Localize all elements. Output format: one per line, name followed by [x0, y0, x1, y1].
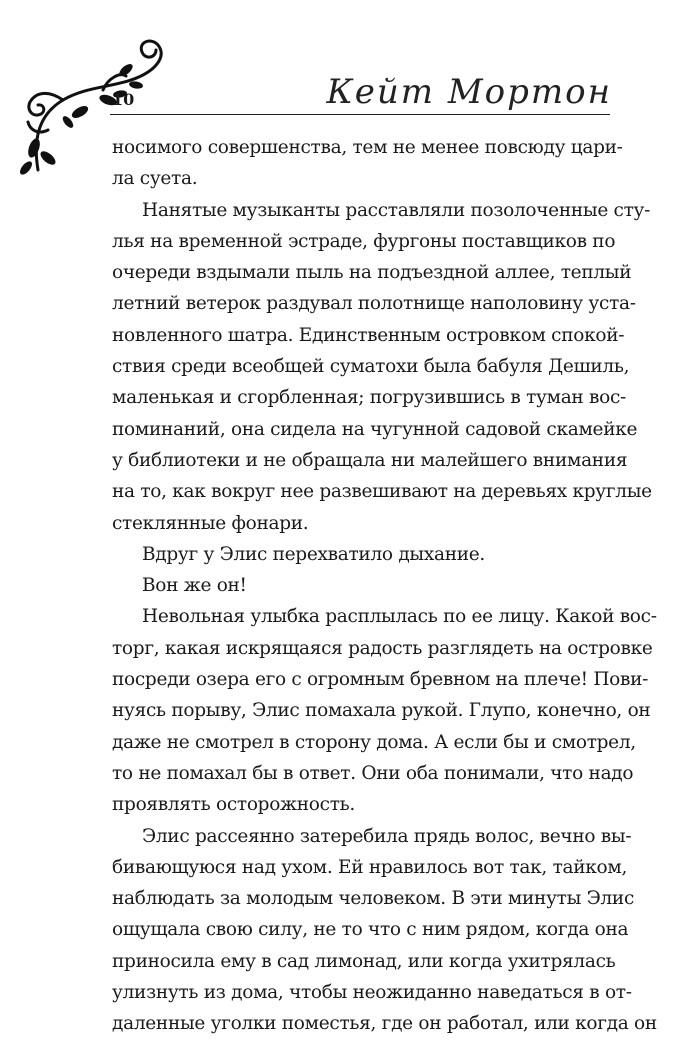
text-line: летний ветерок раздувал полотнище наполовину уста- — [112, 293, 636, 315]
text-line: приносила ему в сад лимонад, или когда ухитрялась — [112, 950, 616, 972]
text-line: лья на временной эстраде, фургоны поставщиков по — [112, 230, 616, 252]
text-line: даленные уголки поместья, где он работал, или когда он — [112, 1013, 657, 1035]
text-line: нуясь порыву, Элис помахала рукой. Глупо, конечно, он — [112, 700, 651, 722]
text-line: посреди озера его с огромным бревном на плече! Пови- — [112, 669, 649, 691]
running-head-author: Кейт Мортон — [326, 72, 612, 112]
text-line: очереди вздымали пыль на подъездной аллее, теплый — [112, 262, 632, 284]
text-line: то не помахал бы в ответ. Они оба понимали, что надо — [112, 762, 634, 784]
text-line: стеклянные фонари. — [112, 512, 309, 534]
text-line: на то, как вокруг нее развешивают на деревьях круглые — [112, 481, 652, 503]
text-line: бивающуюся над ухом. Ей нравилось вот так, тайком, — [112, 856, 628, 878]
header-rule — [110, 114, 610, 115]
body-text — [112, 132, 657, 1040]
text-line: Вон же он! — [142, 575, 247, 597]
text-line: маленькая и сгорбленная; погрузившись в туман вос- — [112, 387, 627, 409]
text-line: у библиотеки и не обращала ни малейшего внимания — [112, 449, 628, 471]
text-line: ла суета. — [112, 168, 198, 190]
text-line: наблюдать за молодым человеком. В эти минуты Элис — [112, 888, 635, 910]
text-line: Нанятые музыканты расставляли позолоченные сту- — [142, 199, 651, 221]
text-line: ствия среди всеобщей суматохи была бабуля Дешиль, — [112, 356, 630, 378]
text-line: носимого совершенства, тем не менее повсюду цари- — [112, 137, 623, 158]
text-line: Невольная улыбка расплылась по ее лицу. Какой вос- — [142, 606, 657, 628]
text-line: новленного шатра. Единственным островком спокой- — [112, 324, 625, 346]
text-line: торг, какая искрящаяся радость разглядеть на островке — [112, 637, 653, 659]
text-line: Элис рассеянно затеребила прядь волос, вечно вы- — [142, 825, 632, 847]
text-line: улизнуть из дома, чтобы неожиданно наведаться в от- — [112, 982, 632, 1004]
text-line: ощущала свою силу, не то что с ним рядом, когда она — [112, 919, 629, 941]
text-line: Вдруг у Элис перехватило дыхание. — [142, 543, 485, 565]
text-line: проявлять осторожность. — [112, 794, 355, 816]
page-number: 10 — [112, 90, 135, 109]
text-line: даже не смотрел в сторону дома. А если бы и смотрел, — [112, 731, 636, 753]
text-line: поминаний, она сидела на чугунной садовой скамейке — [112, 418, 638, 440]
